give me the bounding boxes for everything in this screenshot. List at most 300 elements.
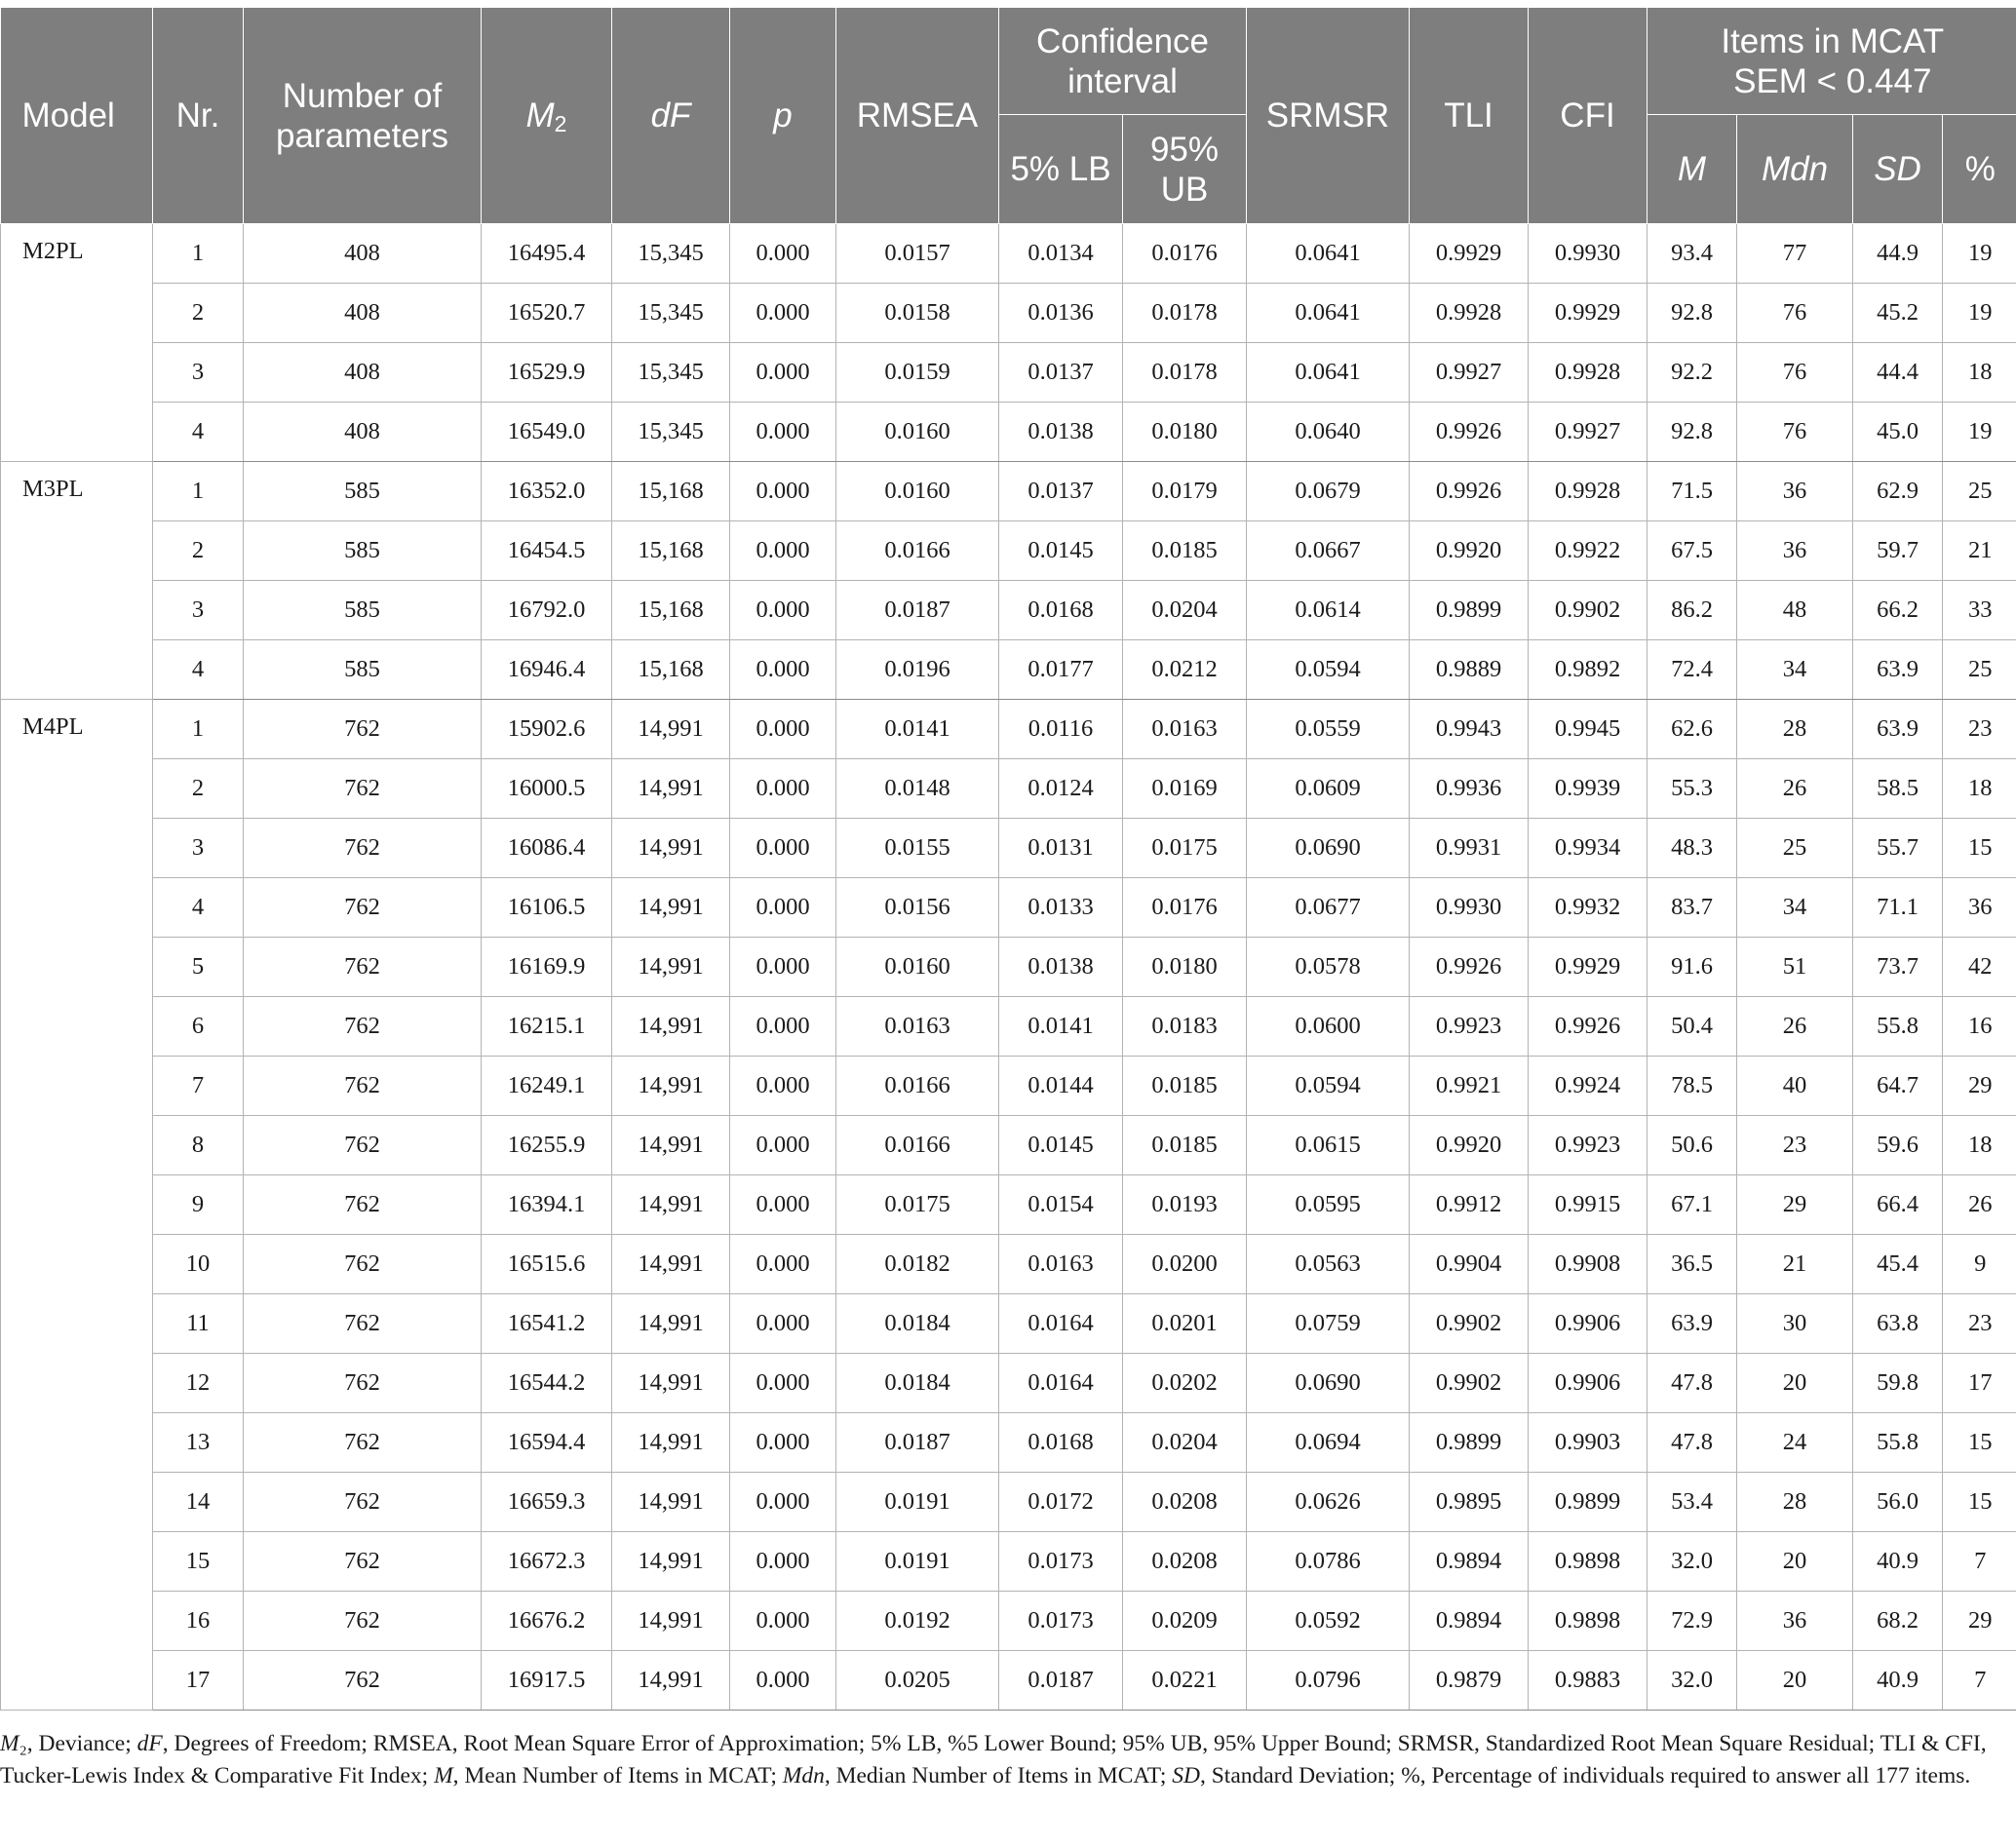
footnote-segment: SD xyxy=(1172,1763,1200,1788)
header-cfi: CFI xyxy=(1529,8,1648,224)
table-row xyxy=(1,819,2016,878)
model-fit-table xyxy=(0,8,2016,1711)
header-tli: TLI xyxy=(1410,8,1529,224)
table-row xyxy=(1,462,2016,521)
percent-cell: 16 xyxy=(1943,997,2016,1057)
mean-cell: 92.2 xyxy=(1648,343,1737,403)
ci-ub-cell: 0.0175 xyxy=(1123,819,1247,878)
rmsea-cell: 0.0191 xyxy=(836,1473,999,1532)
p-cell: 0.000 xyxy=(730,343,836,403)
sd-cell: 68.2 xyxy=(1853,1592,1943,1651)
df-cell: 15,168 xyxy=(612,462,730,521)
header-mean: M xyxy=(1648,115,1737,224)
srmsr-cell: 0.0595 xyxy=(1247,1175,1410,1235)
ci-ub-cell: 0.0204 xyxy=(1123,581,1247,640)
tli-cell: 0.9894 xyxy=(1410,1532,1529,1592)
table-row xyxy=(1,759,2016,819)
cfi-cell: 0.9928 xyxy=(1529,343,1648,403)
ci-ub-cell: 0.0193 xyxy=(1123,1175,1247,1235)
model-cell: M3PL xyxy=(1,462,153,700)
number-of-parameters-cell: 762 xyxy=(244,1175,482,1235)
percent-cell: 33 xyxy=(1943,581,2016,640)
sd-cell: 44.9 xyxy=(1853,224,1943,284)
number-of-parameters-cell: 408 xyxy=(244,343,482,403)
m2-cell: 16676.2 xyxy=(482,1592,612,1651)
p-cell: 0.000 xyxy=(730,1235,836,1294)
percent-cell: 9 xyxy=(1943,1235,2016,1294)
table-row xyxy=(1,403,2016,462)
ci-ub-cell: 0.0183 xyxy=(1123,997,1247,1057)
ci-lb-cell: 0.0173 xyxy=(999,1592,1123,1651)
m2-cell: 16594.4 xyxy=(482,1413,612,1473)
percent-cell: 17 xyxy=(1943,1354,2016,1413)
table-row xyxy=(1,1651,2016,1711)
tli-cell: 0.9894 xyxy=(1410,1592,1529,1651)
table-row xyxy=(1,1235,2016,1294)
nr-cell: 1 xyxy=(153,462,244,521)
median-cell: 76 xyxy=(1737,343,1853,403)
p-cell: 0.000 xyxy=(730,1116,836,1175)
srmsr-cell: 0.0600 xyxy=(1247,997,1410,1057)
rmsea-cell: 0.0159 xyxy=(836,343,999,403)
ci-lb-cell: 0.0168 xyxy=(999,1413,1123,1473)
header-items-in-mcat-line2: SEM < 0.447 xyxy=(1733,61,1932,100)
ci-ub-cell: 0.0208 xyxy=(1123,1532,1247,1592)
rmsea-cell: 0.0160 xyxy=(836,462,999,521)
median-cell: 34 xyxy=(1737,640,1853,700)
sd-cell: 56.0 xyxy=(1853,1473,1943,1532)
header-rmsea: RMSEA xyxy=(836,8,999,224)
mean-cell: 91.6 xyxy=(1648,938,1737,997)
srmsr-cell: 0.0578 xyxy=(1247,938,1410,997)
median-cell: 21 xyxy=(1737,1235,1853,1294)
m2-cell: 16454.5 xyxy=(482,521,612,581)
rmsea-cell: 0.0175 xyxy=(836,1175,999,1235)
nr-cell: 10 xyxy=(153,1235,244,1294)
df-cell: 14,991 xyxy=(612,819,730,878)
ci-ub-cell: 0.0180 xyxy=(1123,403,1247,462)
mean-cell: 47.8 xyxy=(1648,1413,1737,1473)
m2-cell: 16215.1 xyxy=(482,997,612,1057)
df-cell: 14,991 xyxy=(612,1116,730,1175)
ci-ub-cell: 0.0185 xyxy=(1123,521,1247,581)
srmsr-cell: 0.0690 xyxy=(1247,1354,1410,1413)
sd-cell: 59.8 xyxy=(1853,1354,1943,1413)
nr-cell: 15 xyxy=(153,1532,244,1592)
median-cell: 51 xyxy=(1737,938,1853,997)
rmsea-cell: 0.0163 xyxy=(836,997,999,1057)
mean-cell: 71.5 xyxy=(1648,462,1737,521)
mean-cell: 86.2 xyxy=(1648,581,1737,640)
median-cell: 29 xyxy=(1737,1175,1853,1235)
p-cell: 0.000 xyxy=(730,521,836,581)
percent-cell: 36 xyxy=(1943,878,2016,938)
number-of-parameters-cell: 585 xyxy=(244,462,482,521)
df-cell: 14,991 xyxy=(612,1651,730,1711)
nr-cell: 3 xyxy=(153,581,244,640)
m2-cell: 16549.0 xyxy=(482,403,612,462)
percent-cell: 42 xyxy=(1943,938,2016,997)
ci-lb-cell: 0.0164 xyxy=(999,1354,1123,1413)
ci-ub-cell: 0.0209 xyxy=(1123,1592,1247,1651)
df-cell: 14,991 xyxy=(612,997,730,1057)
p-cell: 0.000 xyxy=(730,1294,836,1354)
table-row xyxy=(1,284,2016,343)
ci-ub-cell: 0.0176 xyxy=(1123,224,1247,284)
percent-cell: 15 xyxy=(1943,1473,2016,1532)
sd-cell: 59.7 xyxy=(1853,521,1943,581)
header-items-in-mcat xyxy=(1648,8,2016,115)
table-row xyxy=(1,521,2016,581)
table-row xyxy=(1,938,2016,997)
srmsr-cell: 0.0667 xyxy=(1247,521,1410,581)
table-row xyxy=(1,1175,2016,1235)
table-row xyxy=(1,700,2016,759)
tli-cell: 0.9926 xyxy=(1410,403,1529,462)
cfi-cell: 0.9939 xyxy=(1529,759,1648,819)
nr-cell: 12 xyxy=(153,1354,244,1413)
srmsr-cell: 0.0641 xyxy=(1247,224,1410,284)
m2-cell: 16917.5 xyxy=(482,1651,612,1711)
sd-cell: 66.4 xyxy=(1853,1175,1943,1235)
number-of-parameters-cell: 762 xyxy=(244,1651,482,1711)
mean-cell: 47.8 xyxy=(1648,1354,1737,1413)
median-cell: 36 xyxy=(1737,521,1853,581)
cfi-cell: 0.9899 xyxy=(1529,1473,1648,1532)
percent-cell: 18 xyxy=(1943,343,2016,403)
table-row xyxy=(1,1057,2016,1116)
ci-ub-cell: 0.0178 xyxy=(1123,284,1247,343)
mean-cell: 72.4 xyxy=(1648,640,1737,700)
srmsr-cell: 0.0594 xyxy=(1247,1057,1410,1116)
rmsea-cell: 0.0182 xyxy=(836,1235,999,1294)
rmsea-cell: 0.0155 xyxy=(836,819,999,878)
table-row xyxy=(1,1473,2016,1532)
mean-cell: 62.6 xyxy=(1648,700,1737,759)
sd-cell: 63.9 xyxy=(1853,700,1943,759)
df-cell: 14,991 xyxy=(612,1473,730,1532)
ci-lb-cell: 0.0177 xyxy=(999,640,1123,700)
nr-cell: 2 xyxy=(153,521,244,581)
ci-lb-cell: 0.0116 xyxy=(999,700,1123,759)
ci-lb-cell: 0.0141 xyxy=(999,997,1123,1057)
header-m2-letter: M xyxy=(525,96,555,135)
median-cell: 23 xyxy=(1737,1116,1853,1175)
ci-ub-cell: 0.0178 xyxy=(1123,343,1247,403)
mean-cell: 55.3 xyxy=(1648,759,1737,819)
ci-ub-cell: 0.0208 xyxy=(1123,1473,1247,1532)
m2-cell: 16086.4 xyxy=(482,819,612,878)
header-df: dF xyxy=(612,8,730,224)
results-table-container xyxy=(0,8,2015,1711)
cfi-cell: 0.9903 xyxy=(1529,1413,1648,1473)
nr-cell: 2 xyxy=(153,759,244,819)
srmsr-cell: 0.0592 xyxy=(1247,1592,1410,1651)
rmsea-cell: 0.0160 xyxy=(836,938,999,997)
mean-cell: 36.5 xyxy=(1648,1235,1737,1294)
table-row xyxy=(1,997,2016,1057)
srmsr-cell: 0.0694 xyxy=(1247,1413,1410,1473)
cfi-cell: 0.9929 xyxy=(1529,284,1648,343)
number-of-parameters-cell: 762 xyxy=(244,1532,482,1592)
header-sd: SD xyxy=(1853,115,1943,224)
percent-cell: 29 xyxy=(1943,1057,2016,1116)
percent-cell: 29 xyxy=(1943,1592,2016,1651)
ci-lb-cell: 0.0131 xyxy=(999,819,1123,878)
cfi-cell: 0.9932 xyxy=(1529,878,1648,938)
mean-cell: 50.6 xyxy=(1648,1116,1737,1175)
mean-cell: 63.9 xyxy=(1648,1294,1737,1354)
rmsea-cell: 0.0166 xyxy=(836,521,999,581)
cfi-cell: 0.9898 xyxy=(1529,1592,1648,1651)
cfi-cell: 0.9929 xyxy=(1529,938,1648,997)
ci-ub-cell: 0.0200 xyxy=(1123,1235,1247,1294)
p-cell: 0.000 xyxy=(730,1651,836,1711)
number-of-parameters-cell: 762 xyxy=(244,1473,482,1532)
rmsea-cell: 0.0158 xyxy=(836,284,999,343)
number-of-parameters-cell: 762 xyxy=(244,938,482,997)
percent-cell: 18 xyxy=(1943,1116,2016,1175)
ci-lb-cell: 0.0164 xyxy=(999,1294,1123,1354)
nr-cell: 16 xyxy=(153,1592,244,1651)
m2-cell: 16352.0 xyxy=(482,462,612,521)
ci-lb-cell: 0.0144 xyxy=(999,1057,1123,1116)
rmsea-cell: 0.0187 xyxy=(836,1413,999,1473)
percent-cell: 21 xyxy=(1943,521,2016,581)
footnote-segment: Mdn xyxy=(782,1763,825,1788)
footnote-segment: ₂, Deviance; xyxy=(19,1731,137,1756)
number-of-parameters-cell: 762 xyxy=(244,997,482,1057)
number-of-parameters-cell: 762 xyxy=(244,819,482,878)
number-of-parameters-cell: 585 xyxy=(244,581,482,640)
m2-cell: 15902.6 xyxy=(482,700,612,759)
p-cell: 0.000 xyxy=(730,640,836,700)
median-cell: 40 xyxy=(1737,1057,1853,1116)
nr-cell: 7 xyxy=(153,1057,244,1116)
nr-cell: 3 xyxy=(153,819,244,878)
header-m2 xyxy=(482,8,612,224)
p-cell: 0.000 xyxy=(730,1057,836,1116)
mean-cell: 32.0 xyxy=(1648,1532,1737,1592)
number-of-parameters-cell: 762 xyxy=(244,1235,482,1294)
number-of-parameters-cell: 762 xyxy=(244,759,482,819)
sd-cell: 45.4 xyxy=(1853,1235,1943,1294)
srmsr-cell: 0.0626 xyxy=(1247,1473,1410,1532)
ci-ub-cell: 0.0169 xyxy=(1123,759,1247,819)
number-of-parameters-cell: 762 xyxy=(244,878,482,938)
srmsr-cell: 0.0594 xyxy=(1247,640,1410,700)
srmsr-cell: 0.0786 xyxy=(1247,1532,1410,1592)
ci-lb-cell: 0.0133 xyxy=(999,878,1123,938)
number-of-parameters-cell: 762 xyxy=(244,1116,482,1175)
median-cell: 28 xyxy=(1737,700,1853,759)
ci-lb-cell: 0.0137 xyxy=(999,462,1123,521)
p-cell: 0.000 xyxy=(730,1413,836,1473)
footnote-segment: , Degrees of Freedom; RMSEA, Root Mean Square Error of Approximation; 5% LB, %5 Lower Bound; 95% UB, 95% Upper Bound; SRMSR, Standardized Root Mean Square Residual; TLI & CFI, Tucker-Lewis Index & Comparative Fit Index; xyxy=(0,1731,1987,1788)
df-cell: 15,168 xyxy=(612,581,730,640)
percent-cell: 19 xyxy=(1943,224,2016,284)
header-ci-lower-bound: 5% LB xyxy=(999,115,1123,224)
ci-ub-cell: 0.0185 xyxy=(1123,1116,1247,1175)
tli-cell: 0.9923 xyxy=(1410,997,1529,1057)
df-cell: 14,991 xyxy=(612,938,730,997)
percent-cell: 25 xyxy=(1943,462,2016,521)
percent-cell: 7 xyxy=(1943,1532,2016,1592)
tli-cell: 0.9921 xyxy=(1410,1057,1529,1116)
header-nr: Nr. xyxy=(153,8,244,224)
rmsea-cell: 0.0156 xyxy=(836,878,999,938)
df-cell: 14,991 xyxy=(612,1354,730,1413)
mean-cell: 83.7 xyxy=(1648,878,1737,938)
table-row xyxy=(1,224,2016,284)
cfi-cell: 0.9926 xyxy=(1529,997,1648,1057)
cfi-cell: 0.9945 xyxy=(1529,700,1648,759)
df-cell: 14,991 xyxy=(612,1592,730,1651)
df-cell: 15,345 xyxy=(612,343,730,403)
rmsea-cell: 0.0192 xyxy=(836,1592,999,1651)
mean-cell: 48.3 xyxy=(1648,819,1737,878)
df-cell: 14,991 xyxy=(612,1175,730,1235)
tli-cell: 0.9899 xyxy=(1410,1413,1529,1473)
tli-cell: 0.9920 xyxy=(1410,1116,1529,1175)
srmsr-cell: 0.0614 xyxy=(1247,581,1410,640)
p-cell: 0.000 xyxy=(730,759,836,819)
tli-cell: 0.9879 xyxy=(1410,1651,1529,1711)
mean-cell: 92.8 xyxy=(1648,284,1737,343)
df-cell: 14,991 xyxy=(612,1235,730,1294)
rmsea-cell: 0.0184 xyxy=(836,1354,999,1413)
footnote-segment: , Median Number of Items in MCAT; xyxy=(824,1763,1173,1788)
df-cell: 15,345 xyxy=(612,224,730,284)
m2-cell: 16529.9 xyxy=(482,343,612,403)
number-of-parameters-cell: 408 xyxy=(244,224,482,284)
percent-cell: 26 xyxy=(1943,1175,2016,1235)
percent-cell: 25 xyxy=(1943,640,2016,700)
ci-ub-cell: 0.0180 xyxy=(1123,938,1247,997)
ci-lb-cell: 0.0124 xyxy=(999,759,1123,819)
mean-cell: 92.8 xyxy=(1648,403,1737,462)
sd-cell: 73.7 xyxy=(1853,938,1943,997)
rmsea-cell: 0.0196 xyxy=(836,640,999,700)
tli-cell: 0.9928 xyxy=(1410,284,1529,343)
percent-cell: 19 xyxy=(1943,403,2016,462)
median-cell: 26 xyxy=(1737,759,1853,819)
m2-cell: 16249.1 xyxy=(482,1057,612,1116)
m2-cell: 16515.6 xyxy=(482,1235,612,1294)
mean-cell: 53.4 xyxy=(1648,1473,1737,1532)
df-cell: 14,991 xyxy=(612,1532,730,1592)
ci-lb-cell: 0.0134 xyxy=(999,224,1123,284)
sd-cell: 55.8 xyxy=(1853,997,1943,1057)
rmsea-cell: 0.0166 xyxy=(836,1116,999,1175)
median-cell: 36 xyxy=(1737,1592,1853,1651)
sd-cell: 64.7 xyxy=(1853,1057,1943,1116)
p-cell: 0.000 xyxy=(730,284,836,343)
cfi-cell: 0.9934 xyxy=(1529,819,1648,878)
tli-cell: 0.9943 xyxy=(1410,700,1529,759)
median-cell: 20 xyxy=(1737,1651,1853,1711)
ci-ub-cell: 0.0212 xyxy=(1123,640,1247,700)
tli-cell: 0.9895 xyxy=(1410,1473,1529,1532)
table-row xyxy=(1,343,2016,403)
header-p: p xyxy=(730,8,836,224)
nr-cell: 13 xyxy=(153,1413,244,1473)
nr-cell: 1 xyxy=(153,700,244,759)
number-of-parameters-cell: 762 xyxy=(244,1057,482,1116)
srmsr-cell: 0.0640 xyxy=(1247,403,1410,462)
m2-cell: 16255.9 xyxy=(482,1116,612,1175)
ci-ub-cell: 0.0204 xyxy=(1123,1413,1247,1473)
tli-cell: 0.9927 xyxy=(1410,343,1529,403)
sd-cell: 40.9 xyxy=(1853,1532,1943,1592)
number-of-parameters-cell: 762 xyxy=(244,1592,482,1651)
m2-cell: 16106.5 xyxy=(482,878,612,938)
nr-cell: 9 xyxy=(153,1175,244,1235)
rmsea-cell: 0.0141 xyxy=(836,700,999,759)
m2-cell: 16000.5 xyxy=(482,759,612,819)
table-row xyxy=(1,1532,2016,1592)
tli-cell: 0.9926 xyxy=(1410,462,1529,521)
p-cell: 0.000 xyxy=(730,462,836,521)
rmsea-cell: 0.0191 xyxy=(836,1532,999,1592)
cfi-cell: 0.9902 xyxy=(1529,581,1648,640)
srmsr-cell: 0.0559 xyxy=(1247,700,1410,759)
nr-cell: 4 xyxy=(153,403,244,462)
ci-ub-cell: 0.0201 xyxy=(1123,1294,1247,1354)
tli-cell: 0.9920 xyxy=(1410,521,1529,581)
ci-ub-cell: 0.0176 xyxy=(1123,878,1247,938)
cfi-cell: 0.9906 xyxy=(1529,1354,1648,1413)
m2-cell: 16541.2 xyxy=(482,1294,612,1354)
model-cell: M2PL xyxy=(1,224,153,462)
header-model: Model xyxy=(1,8,153,224)
cfi-cell: 0.9927 xyxy=(1529,403,1648,462)
rmsea-cell: 0.0148 xyxy=(836,759,999,819)
cfi-cell: 0.9892 xyxy=(1529,640,1648,700)
sd-cell: 55.7 xyxy=(1853,819,1943,878)
median-cell: 76 xyxy=(1737,403,1853,462)
m2-cell: 16659.3 xyxy=(482,1473,612,1532)
sd-cell: 55.8 xyxy=(1853,1413,1943,1473)
header-items-in-mcat-line1: Items in MCAT xyxy=(1721,21,1945,60)
mean-cell: 72.9 xyxy=(1648,1592,1737,1651)
cfi-cell: 0.9915 xyxy=(1529,1175,1648,1235)
ci-lb-cell: 0.0145 xyxy=(999,521,1123,581)
tli-cell: 0.9936 xyxy=(1410,759,1529,819)
cfi-cell: 0.9922 xyxy=(1529,521,1648,581)
cfi-cell: 0.9923 xyxy=(1529,1116,1648,1175)
df-cell: 14,991 xyxy=(612,1413,730,1473)
cfi-cell: 0.9928 xyxy=(1529,462,1648,521)
header-median: Mdn xyxy=(1737,115,1853,224)
table-row xyxy=(1,581,2016,640)
df-cell: 14,991 xyxy=(612,878,730,938)
p-cell: 0.000 xyxy=(730,403,836,462)
number-of-parameters-cell: 585 xyxy=(244,521,482,581)
percent-cell: 23 xyxy=(1943,700,2016,759)
nr-cell: 6 xyxy=(153,997,244,1057)
median-cell: 26 xyxy=(1737,997,1853,1057)
df-cell: 14,991 xyxy=(612,1057,730,1116)
nr-cell: 2 xyxy=(153,284,244,343)
median-cell: 77 xyxy=(1737,224,1853,284)
ci-lb-cell: 0.0168 xyxy=(999,581,1123,640)
cfi-cell: 0.9924 xyxy=(1529,1057,1648,1116)
tli-cell: 0.9889 xyxy=(1410,640,1529,700)
table-row xyxy=(1,1294,2016,1354)
sd-cell: 44.4 xyxy=(1853,343,1943,403)
df-cell: 14,991 xyxy=(612,1294,730,1354)
